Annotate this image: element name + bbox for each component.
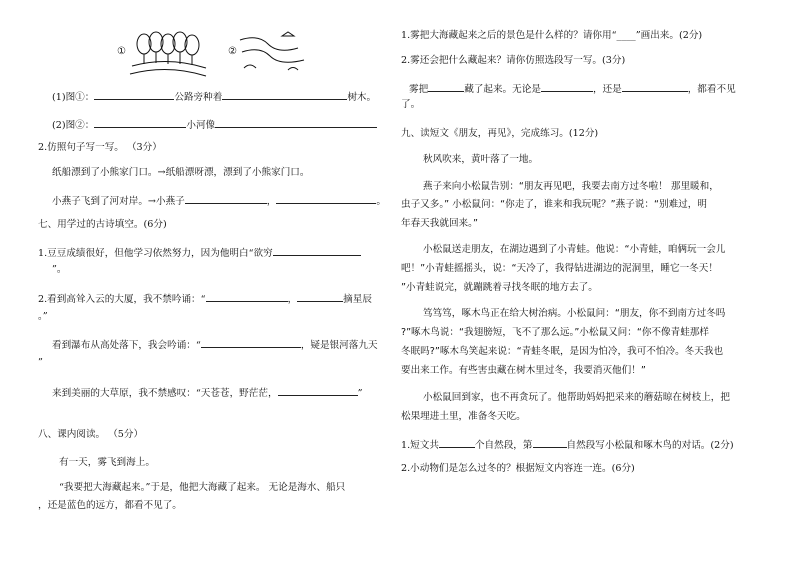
r3a: 雾把	[409, 84, 429, 95]
s7-3-end: ，疑是银河落九天	[300, 340, 378, 351]
passage-line: 吧！”小青蛙摇摇头，说：“天冷了，我得钻进湖边的泥洞里，睡它一冬天！	[401, 263, 718, 274]
r3b: 藏了起来。无论是	[464, 84, 541, 95]
passage-line: 虫子又多。” 小松鼠问：“你走了，谁来和我玩呢？”燕子说：“别难过，明	[401, 199, 707, 210]
answer-blank[interactable]	[276, 193, 376, 204]
r3c: ，还是	[592, 84, 622, 95]
passage-line: 年春天我就回来。”	[401, 218, 478, 229]
s7-4-text: 来到美丽的大草原，我不禁感叹：“天苍苍，野茫茫，	[52, 388, 278, 399]
figure-2-label: ②	[228, 46, 237, 57]
q1b-prefix: (2)图②：	[52, 120, 95, 131]
q9-1-line	[401, 437, 734, 452]
s7-3-tail: ”	[38, 357, 43, 368]
figure-1-label: ①	[117, 46, 126, 57]
passage-line: ”小青蛙说完，就蹦跳着寻找冬眠的地方去了。	[401, 282, 598, 293]
passage-line: 小松鼠送走朋友，在湖边遇到了小青蛙。他说：“小青蛙，咱俩玩一会儿	[423, 244, 726, 255]
q1a-suffix: 树木。	[347, 92, 377, 103]
q2-title: 2.仿照句子写一写。 （3分）	[38, 142, 162, 153]
s7-3-line	[52, 337, 378, 352]
q9-1b: 个自然段，第	[474, 440, 533, 451]
s7-3-text: 看到瀑布从高处落下，我会吟诵：“	[52, 340, 201, 351]
answer-blank[interactable]	[206, 291, 288, 302]
answer-blank[interactable]	[201, 337, 301, 348]
answer-blank[interactable]	[222, 89, 347, 100]
s7-2-line	[38, 291, 372, 306]
p8-line-1: 有一天，雾飞到海上。	[59, 457, 155, 468]
r-q1: 1.雾把大海藏起来之后的景色是什么样的？请你用“____”画出来。(2分)	[401, 30, 703, 41]
q1b-line	[52, 117, 377, 132]
answer-blank[interactable]	[273, 245, 361, 256]
passage-line: 小松鼠回到家，也不再贪玩了。他帮助妈妈把采来的蘑菇晾在树枝上，把	[423, 392, 730, 403]
answer-blank[interactable]	[622, 81, 688, 92]
s7-1-text: 1.豆豆成绩很好，但他学习依然努力，因为他明白“欲穷	[38, 248, 273, 259]
river-figure	[238, 30, 308, 74]
q9-2: 2.小动物们是怎么过冬的？根据短文内容连一连。(6分)	[401, 463, 635, 474]
q1a-prefix: (1)图①：	[52, 92, 95, 103]
q2-task: 小燕子飞到了河对岸。→小燕子	[52, 196, 185, 207]
answer-blank[interactable]	[533, 437, 567, 448]
section-9-title: 九、读短文《朋友，再见》，完成练习。(12分)	[401, 128, 599, 139]
passage-line: 笃笃笃，啄木鸟正在给大树治病。小松鼠问：“朋友，你不到南方过冬吗	[423, 308, 726, 319]
answer-blank[interactable]	[94, 117, 186, 128]
left-column	[0, 0, 390, 561]
s7-2-end: 摘星辰	[343, 294, 372, 305]
s7-2-tail: 。”	[38, 311, 48, 322]
p8-line-3: ，还是蓝色的远方，都看不见了。	[38, 500, 182, 511]
q1a-line	[52, 89, 376, 104]
s7-2-text: 2.看到高耸入云的大厦，我不禁吟诵：“	[38, 294, 206, 305]
passage-line: 冬眠吗?”啄木鸟笑起来说：“青蛙冬眠，是因为怕冷，我可不怕冷。冬天我也	[401, 346, 724, 357]
trees-road-figure	[128, 30, 208, 78]
q1b-mid: 小河像	[186, 120, 216, 131]
s7-1-line	[38, 245, 361, 260]
q9-1a: 1.短文共	[401, 440, 439, 451]
answer-blank[interactable]	[215, 117, 377, 128]
passage-line: 要出来工作。有些害虫藏在树木里过冬，我要消灭他们！”	[401, 365, 646, 376]
passage-line: 秋风吹来，黄叶落了一地。	[423, 154, 539, 165]
right-column	[397, 0, 794, 561]
section-8-title: 八、课内阅读。 （5分）	[38, 429, 144, 440]
passage-line: 松果埋进土里，准备冬天吃。	[401, 411, 526, 422]
answer-blank[interactable]	[185, 193, 267, 204]
answer-blank[interactable]	[541, 81, 593, 92]
s7-4-line	[52, 385, 362, 400]
q2-example: 纸船漂到了小熊家门口。→纸船漂呀漂，漂到了小熊家门口。	[52, 167, 310, 178]
s7-2-mid: ，	[287, 294, 298, 305]
answer-blank[interactable]	[297, 291, 343, 302]
s7-1-end: ”。	[52, 264, 67, 275]
p8-line-2: “我要把大海藏起来。”于是，他把大海藏了起来。 无论是海水、船只	[59, 482, 346, 493]
s7-4-end: ”	[357, 388, 363, 399]
answer-blank[interactable]	[428, 81, 464, 92]
q9-1c: 自然段写小松鼠和啄木鸟的对话。(2分)	[566, 440, 734, 451]
passage-line: ?”啄木鸟说：“我翅膀短，飞不了那么远。”小松鼠又问：“你不像青蛙那样	[401, 327, 709, 338]
r-q3-end: 了。	[401, 99, 421, 110]
answer-blank[interactable]	[278, 385, 358, 396]
r-q2: 2.雾还会把什么藏起来？请你仿照选段写一写。(3分)	[401, 55, 626, 66]
r-q3-line	[409, 81, 736, 96]
r3d: ，都看不见	[687, 84, 736, 95]
answer-blank[interactable]	[94, 89, 174, 100]
answer-blank[interactable]	[439, 437, 475, 448]
q2-task-line: 小燕子飞到了河对岸。→小燕子 ， 。	[52, 193, 386, 208]
q1a-mid: 公路旁种着	[174, 92, 223, 103]
section-7-title: 七、用学过的古诗填空。(6分)	[38, 219, 167, 230]
passage-line: 燕子来向小松鼠告别：“朋友再见吧，我要去南方过冬啦！ 那里暖和，	[423, 181, 719, 192]
